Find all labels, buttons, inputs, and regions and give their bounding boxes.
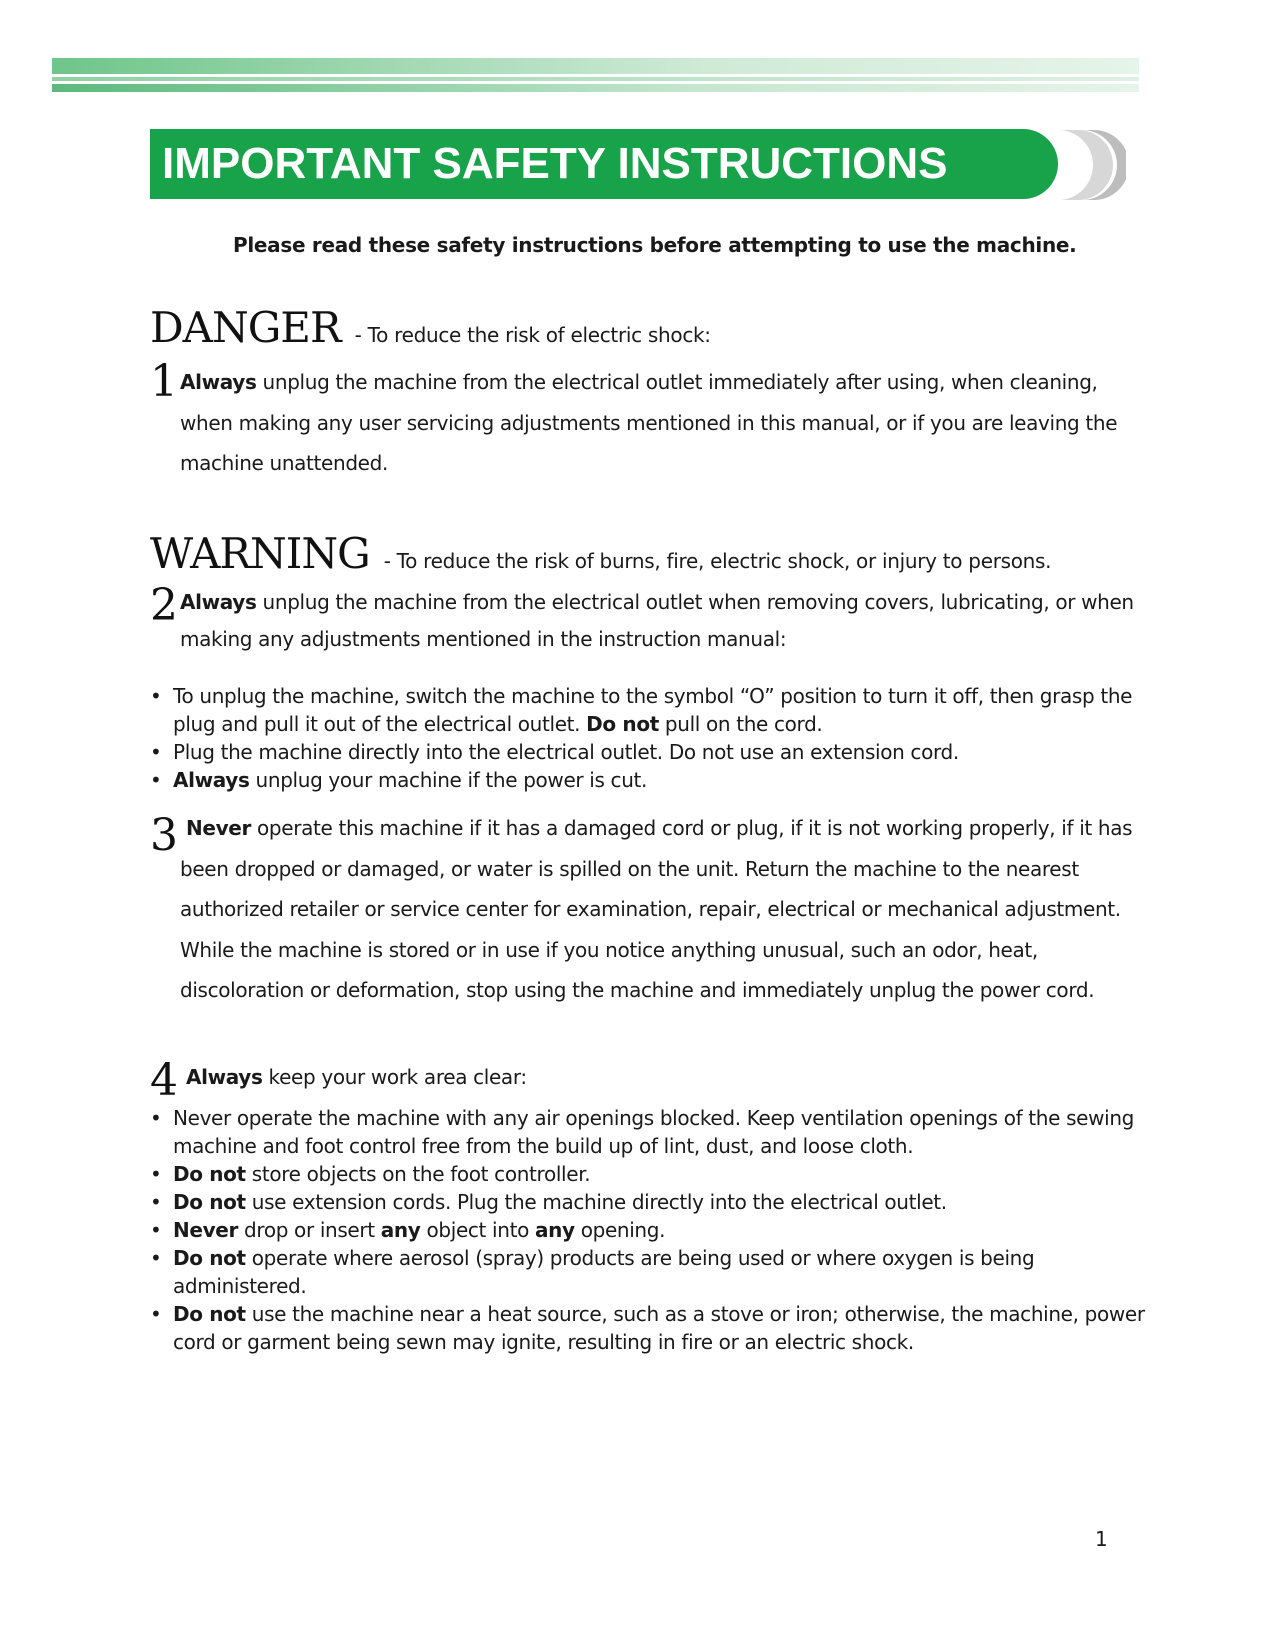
item-text xyxy=(180,360,1150,484)
danger-heading xyxy=(150,303,711,352)
instruction-item-4 xyxy=(150,1055,1150,1106)
item-body: unplug the machine from the electrical outlet when removing covers, lubricating, or when making any adjustments mentioned in the instruction manual: xyxy=(180,590,1134,651)
header-stripe xyxy=(52,77,1139,81)
bullet-icon: • xyxy=(150,1246,162,1270)
bullet-list xyxy=(150,1104,1150,1356)
list-item: • Do not operate where aerosol (spray) products are being used or where oxygen is being administered. xyxy=(150,1246,1035,1298)
header-stripes xyxy=(52,58,1139,92)
list-item: • Plug the machine directly into the electrical outlet. Do not use an extension cord. xyxy=(150,740,959,764)
instruction-item-2 xyxy=(150,580,1150,658)
item-body: keep your work area clear: xyxy=(262,1065,527,1089)
danger-subtitle: - To reduce the risk of electric shock: xyxy=(354,323,711,347)
item-text xyxy=(180,808,1150,1011)
item-number: 2 xyxy=(150,580,178,631)
page-number: 1 xyxy=(1095,1527,1108,1551)
bullet-icon: • xyxy=(150,740,162,764)
emphasis: Always xyxy=(180,370,257,394)
warning-label: WARNING xyxy=(150,529,370,578)
instruction-item-1 xyxy=(150,356,1150,484)
list-item: • Never operate the machine with any air openings blocked. Keep ventilation openings of the sewing machine and foot control free from the build up of lint, dust, and loose cloth. xyxy=(150,1106,1135,1158)
emphasis: Always xyxy=(186,1065,263,1089)
list-item: • Do not store objects on the foot controller. xyxy=(150,1162,591,1186)
header-stripe xyxy=(52,58,1139,74)
bullet-icon: • xyxy=(150,1302,162,1326)
item-body: operate this machine if it has a damaged cord or plug, if it is not working properly, if it has been dropped or damaged, or water is spilled on the unit. Return the machine to the nearest authorized retailer or service center for examination, repair, electrical or mechanical adjustment. While the machine is stored or in use if you notice anything unusual, such an odor, heat, discoloration or deformation, stop using the machine and immediately unplug the power cord. xyxy=(180,816,1133,1002)
list-item: • To unplug the machine, switch the machine to the symbol “O” position to turn it off, then grasp the plug and pull it out of the electrical outlet. Do not pull on the cord. xyxy=(150,684,1133,736)
bullet-icon: • xyxy=(150,684,162,708)
item-text xyxy=(180,584,1150,658)
list-item: • Always unplug your machine if the power is cut. xyxy=(150,768,648,792)
page-title: IMPORTANT SAFETY INSTRUCTIONS xyxy=(162,139,948,188)
instruction-item-3 xyxy=(150,810,1150,1011)
bullet-list xyxy=(150,682,1150,794)
item-body: unplug the machine from the electrical outlet immediately after using, when cleaning, when making any user servicing adjustments mentioned in this manual, or if you are leaving the machine unattended. xyxy=(180,370,1118,475)
list-item: • Do not use the machine near a heat source, such as a stove or iron; otherwise, the machine, power cord or garment being sewn may ignite, resulting in fire or an electric shock. xyxy=(150,1302,1145,1354)
item-number: 3 xyxy=(150,810,178,861)
bullet-icon: • xyxy=(150,768,162,792)
item-number: 4 xyxy=(150,1055,178,1106)
item-text xyxy=(186,1057,1150,1098)
bullet-icon: • xyxy=(150,1218,162,1242)
intro-text: Please read these safety instructions before attempting to use the machine. xyxy=(233,233,1077,257)
list-item: • Do not use extension cords. Plug the machine directly into the electrical outlet. xyxy=(150,1190,947,1214)
header-stripe xyxy=(52,84,1139,92)
danger-label: DANGER xyxy=(150,303,341,352)
bullet-icon: • xyxy=(150,1190,162,1214)
warning-subtitle: - To reduce the risk of burns, fire, electric shock, or injury to persons. xyxy=(383,549,1052,573)
title-decoration-icon xyxy=(1056,130,1126,200)
list-item: • Never drop or insert any object into any opening. xyxy=(150,1218,666,1242)
emphasis: Always xyxy=(180,590,257,614)
bullet-icon: • xyxy=(150,1162,162,1186)
bullet-icon: • xyxy=(150,1106,162,1130)
item-number: 1 xyxy=(150,356,178,407)
emphasis: Never xyxy=(186,816,252,840)
warning-heading xyxy=(150,529,1051,578)
